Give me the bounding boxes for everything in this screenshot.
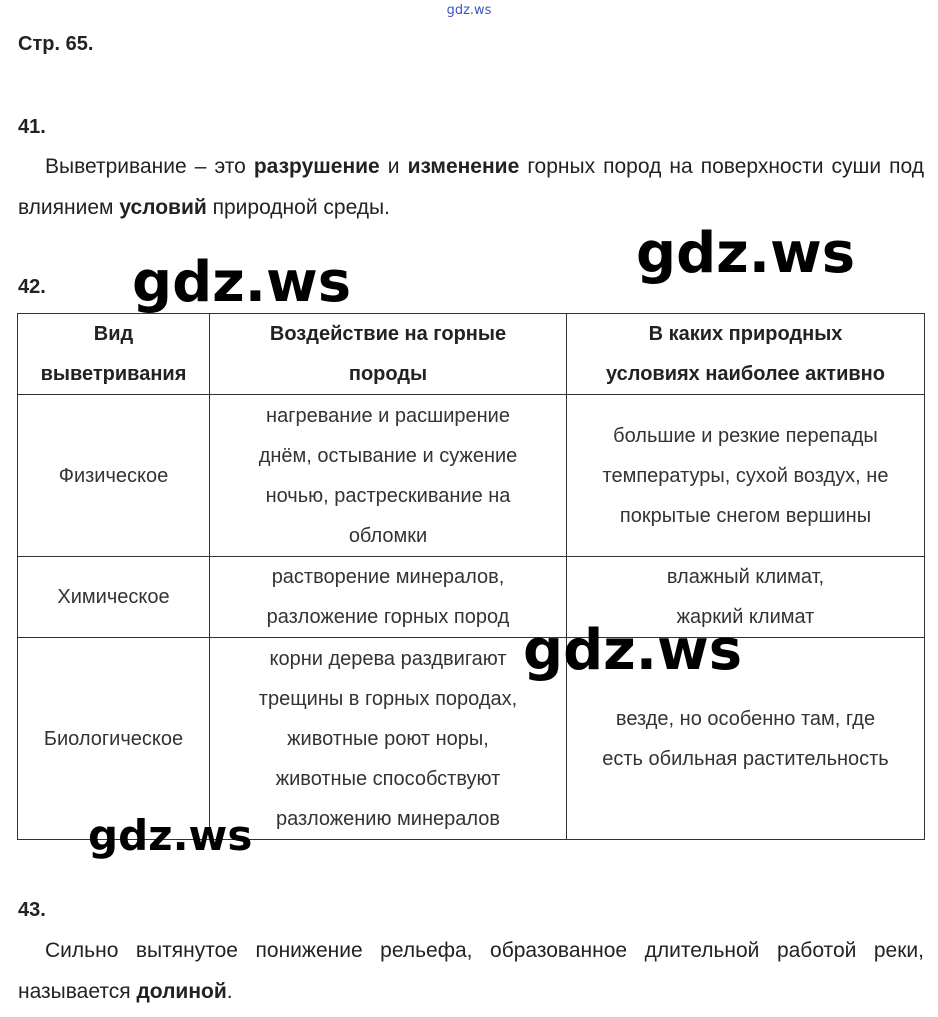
task-42-number: 42.	[18, 276, 46, 298]
bold-term: изменение	[407, 155, 520, 178]
task-43-answer	[18, 930, 924, 1012]
header-effect-on-rocks: Воздействие на горные породы	[210, 314, 567, 395]
watermark-logo: gdz.ws	[88, 811, 253, 860]
site-watermark-top: gdz.ws	[446, 3, 492, 18]
watermark-logo: gdz.ws	[132, 250, 352, 315]
cell-type: Биологическое	[18, 638, 210, 840]
cell-conditions: везде, но особенно там, где есть обильная растительность	[567, 638, 925, 840]
sentence-text: .	[226, 980, 233, 1003]
bold-term: разрушение	[253, 155, 380, 178]
cell-conditions: большие и резкие перепады температуры, сухой воздух, не покрытые снегом вершины	[567, 395, 925, 557]
bold-term: долиной	[136, 980, 227, 1003]
watermark-logo: gdz.ws	[523, 618, 743, 683]
page-number: Стр. 65.	[18, 33, 94, 55]
table-row	[18, 638, 925, 840]
sentence-text: Выветривание – это	[45, 155, 254, 178]
header-weathering-type: Вид выветривания	[18, 314, 210, 395]
task-43-number: 43.	[18, 899, 46, 921]
sentence-text: Сильно вытянутое понижение рельефа, образованное длительной работой реки, называется	[18, 939, 924, 1003]
table-row	[18, 557, 925, 638]
table-row	[18, 395, 925, 557]
sentence-text: горных пород на поверхности суши под влиянием	[18, 155, 925, 219]
header-conditions: В каких природных условиях наиболее активно	[567, 314, 925, 395]
cell-effect: нагревание и расширение днём, остывание и сужение ночью, растрескивание на обломки	[210, 395, 567, 557]
task-41-answer	[18, 146, 924, 228]
weathering-table	[17, 313, 925, 840]
watermark-logo: gdz.ws	[636, 221, 856, 286]
cell-type: Физическое	[18, 395, 210, 557]
cell-effect: корни дерева раздвигают трещины в горных породах, животные роют норы, животные способствуют разложению минералов	[210, 638, 567, 840]
sentence-text: и	[379, 155, 408, 178]
bold-term: условий	[119, 196, 207, 219]
task-41-number: 41.	[18, 116, 46, 138]
sentence-text: природной среды.	[206, 196, 390, 219]
cell-type: Химическое	[18, 557, 210, 638]
table-header-row	[18, 314, 925, 395]
cell-effect: растворение минералов, разложение горных пород	[210, 557, 567, 638]
cell-conditions: влажный климат, жаркий климат	[567, 557, 925, 638]
